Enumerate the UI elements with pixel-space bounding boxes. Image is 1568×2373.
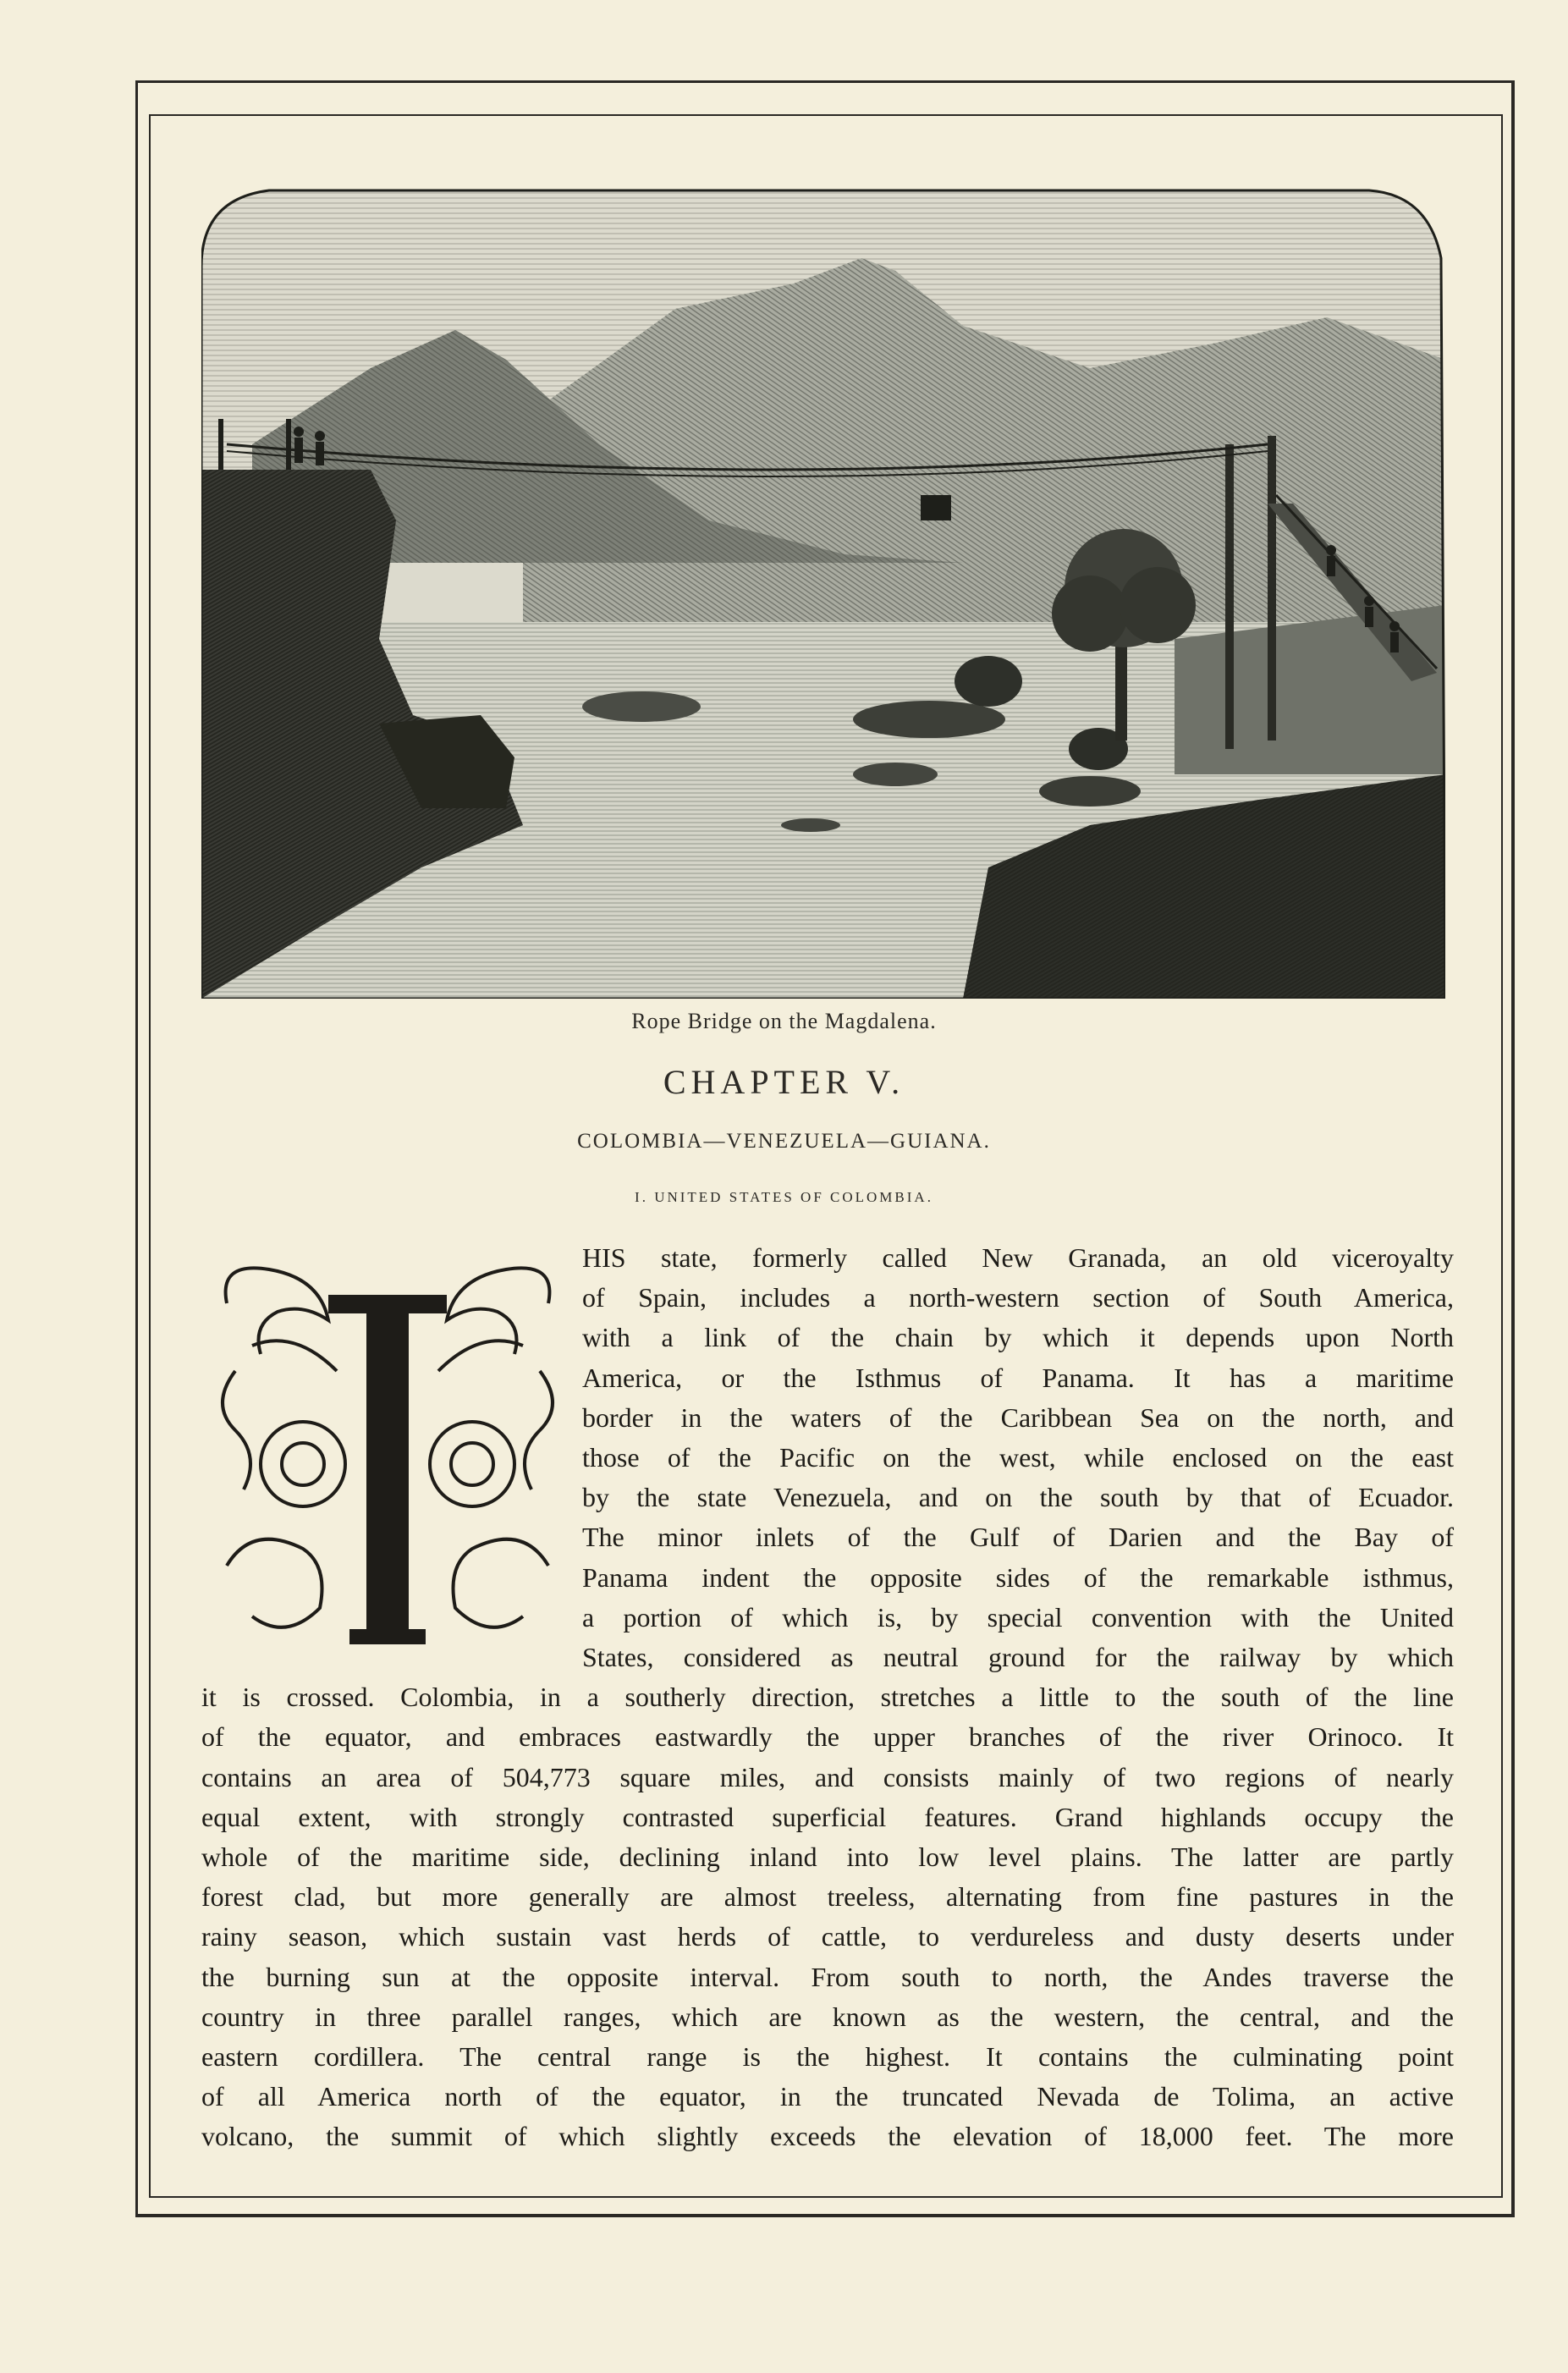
body-text-line: with a link of the chain by which it depends upon North [582,1322,1454,1353]
section-heading: I. UNITED STATES OF COLOMBIA. [635,1189,933,1205]
body-text-line: of Spain, includes a north-western section of South America, [582,1282,1454,1313]
body-text-line: contains an area of 504,773 square miles, and consists mainly of two regions of nearly [201,1761,1454,1792]
body-text-line: volcano, the summit of which slightly exceeds the elevation of 18,000 feet. The more [201,2121,1454,2152]
body-text-line: those of the Pacific on the west, while enclosed on the east [582,1442,1454,1473]
body-text-line: States, considered as neutral ground for the railway by which [582,1642,1454,1672]
body-text-line: a portion of which is, by special convention with the United [582,1601,1454,1632]
body-text-line: of all America north of the equator, in the truncated Nevada de Tolima, an active [201,2081,1454,2112]
plate-caption: Rope Bridge on the Magdalena. [631,1009,937,1033]
engraving-plate [201,165,1445,999]
body-text-line: forest clad, but more generally are almost treeless, alternating from fine pastures in the [201,1881,1454,1913]
body-text-line: of the equator, and embraces eastwardly the upper branches of the river Orinoco. It [201,1721,1454,1753]
body-text-line: border in the waters of the Caribbean Sea on the north, and [582,1401,1454,1433]
body-text-line: equal extent, with strongly contrasted superficial features. Grand highlands occupy the [201,1801,1454,1832]
body-text-line: whole of the maritime side, declining inland into low level plains. The latter are partly [201,1842,1454,1872]
body-text-line: The minor inlets of the Gulf of Darien and the Bay of [582,1522,1454,1553]
ornamental-drop-cap [201,1244,574,1667]
body-text-line: Panama indent the opposite sides of the remarkable isthmus, [582,1561,1454,1593]
body-text-line: HIS state, formerly called New Granada, an old viceroyalty [582,1242,1454,1273]
chapter-subtitle: COLOMBIA—VENEZUELA—GUIANA. [577,1130,991,1153]
body-text-line: rainy season, which sustain vast herds of cattle, to verdureless and dusty deserts under [201,1921,1454,1952]
body-text-line: country in three parallel ranges, which are known as the western, the central, and the [201,2001,1454,2032]
engraving-scene [201,165,1445,999]
chapter-heading: CHAPTER V. [663,1063,905,1101]
body-text-line: America, or the Isthmus of Panama. It has a maritime [582,1362,1454,1393]
body-text-line: by the state Venezuela, and on the south by that of Ecuador. [582,1482,1454,1513]
body-text-line: the burning sun at the opposite interval. From south to north, the Andes traverse the [201,1961,1454,1992]
body-text-line: it is crossed. Colombia, in a southerly direction, stretches a little to the south of the line [201,1682,1454,1713]
body-text-line: eastern cordillera. The central range is the highest. It contains the culminating point [201,2041,1454,2072]
